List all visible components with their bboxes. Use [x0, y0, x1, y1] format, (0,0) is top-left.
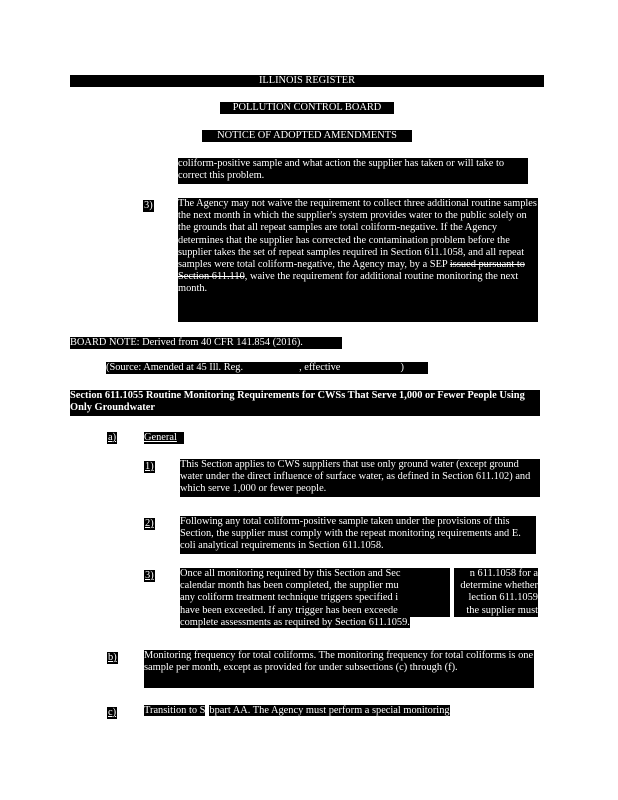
section-title: Section 611.1055 Routine Monitoring Requirements for CWSs That Serve 1,000 or Fewer People Using Only Groundwater — [70, 390, 540, 416]
board-note: BOARD NOTE: Derived from 40 CFR 141.854 (2016). — [70, 337, 342, 349]
subsection-b-label: b) — [108, 652, 117, 663]
board-title: POLLUTION CONTROL BOARD — [232, 102, 382, 113]
a2-label: 2) — [145, 518, 154, 529]
a1-label: 1) — [145, 461, 154, 472]
a2-paragraph: Following any total coliform-positive sample taken under the provisions of this Section, the supplier must comply with the repeat monitoring requirements and E. coli analytical requirements in Section 611.1058. — [180, 516, 536, 554]
item-3-label: 3) — [144, 200, 153, 211]
subsection-a-label: a) — [108, 432, 117, 443]
register-title: ILLINOIS REGISTER — [258, 75, 356, 86]
notice-title: NOTICE OF ADOPTED AMENDMENTS — [217, 130, 397, 141]
a1-paragraph: This Section applies to CWS suppliers that use only ground water (except ground water under the direct influence of surface water, as defined in Section 611.102) and which serve 1,000 or fewer people. — [180, 459, 540, 497]
source-line: (Source: Amended at 45 Ill. Reg. , effective ) — [106, 362, 428, 374]
struck-text: issued pursuant to Section 611.110 — [178, 259, 525, 283]
subsection-a-title: General — [144, 432, 184, 444]
board-header — [220, 102, 394, 114]
notice-header — [202, 130, 412, 142]
a3-paragraph: Once all monitoring required by this Section and Sec n 611.1058 for a calendar month has been completed, the supplier mu determine whether any coliform treatment technique triggers specified i lection 611.1059 have been exceeded. If any trigger has been exceede the supplier must complete assessments as required by Section 611.1059. — [180, 568, 538, 628]
subsection-b-paragraph: Monitoring frequency for total coliforms. The monitoring frequency for total coliforms is one sample per month, except as provided for under subsections (c) through (f). — [144, 650, 534, 688]
subsection-c-paragraph: Transition to S bpart AA. The Agency must perform a special monitoring — [144, 705, 450, 716]
continuation-paragraph: coliform-positive sample and what action the supplier has taken or will take to correct this problem. — [178, 158, 528, 184]
a3-label: 3) — [145, 570, 154, 581]
item-3-paragraph: The Agency may not waive the requirement to collect three additional routine samples the next month in which the supplier's system provides water to the public solely on the grounds that all repeat samples are total coliform-negative. If the Agency determines that the supplier has corrected the contamination problem before the supplier takes the set of repeat samples required in Section 611.1058, and all repeat samples were total coliform-negative, the Agency may, by a SEP issued pursuant to Section 611.110, waive the requirement for additional routine monitoring the next month. — [178, 198, 538, 322]
register-header — [70, 75, 544, 87]
subsection-c-label: c) — [108, 707, 117, 718]
